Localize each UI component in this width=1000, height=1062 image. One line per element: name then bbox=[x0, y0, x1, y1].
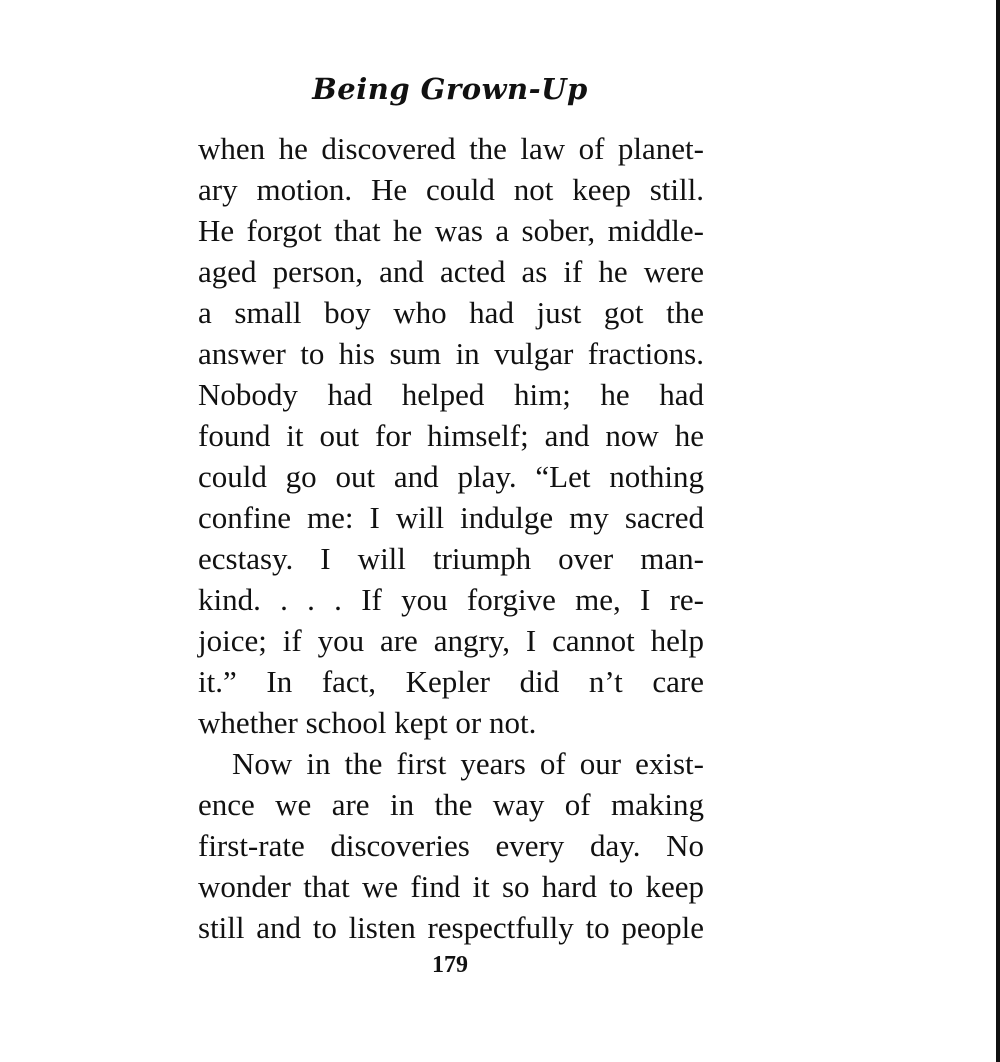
text-line: found it out for himself; and now he bbox=[198, 418, 704, 453]
text-line: whether school kept or not. bbox=[198, 705, 537, 740]
text-line: kind. . . . If you forgive me, I re- bbox=[198, 582, 704, 617]
running-title: Being Grown-Up bbox=[312, 72, 588, 106]
text-line: He forgot that he was a sober, middle- bbox=[198, 213, 704, 248]
text-line: first-rate discoveries every day. No bbox=[198, 828, 704, 863]
text-line: ecstasy. I will triumph over man- bbox=[198, 541, 704, 576]
paragraph-start-line: Now in the first years of our exist- bbox=[232, 746, 704, 781]
text-line: it.” In fact, Kepler did n’t care bbox=[198, 664, 704, 699]
text-line: confine me: I will indulge my sacred bbox=[198, 500, 704, 535]
text-line: when he discovered the law of planet- bbox=[198, 131, 704, 166]
text-line: wonder that we find it so hard to keep bbox=[198, 869, 704, 904]
text-line: Nobody had helped him; he had bbox=[198, 377, 704, 412]
text-line: answer to his sum in vulgar fractions. bbox=[198, 336, 704, 371]
text-line: could go out and play. “Let nothing bbox=[198, 459, 704, 494]
text-line: a small boy who had just got the bbox=[198, 295, 704, 330]
text-line: ary motion. He could not keep still. bbox=[198, 172, 704, 207]
page-number: 179 bbox=[432, 952, 468, 978]
text-line: still and to listen respectfully to people bbox=[198, 910, 704, 945]
text-line: aged person, and acted as if he were bbox=[198, 254, 704, 289]
text-line: ence we are in the way of making bbox=[198, 787, 704, 822]
body-text bbox=[198, 128, 704, 948]
text-line: joice; if you are angry, I cannot help bbox=[198, 623, 704, 658]
page-edge-shadow bbox=[996, 0, 1000, 1062]
